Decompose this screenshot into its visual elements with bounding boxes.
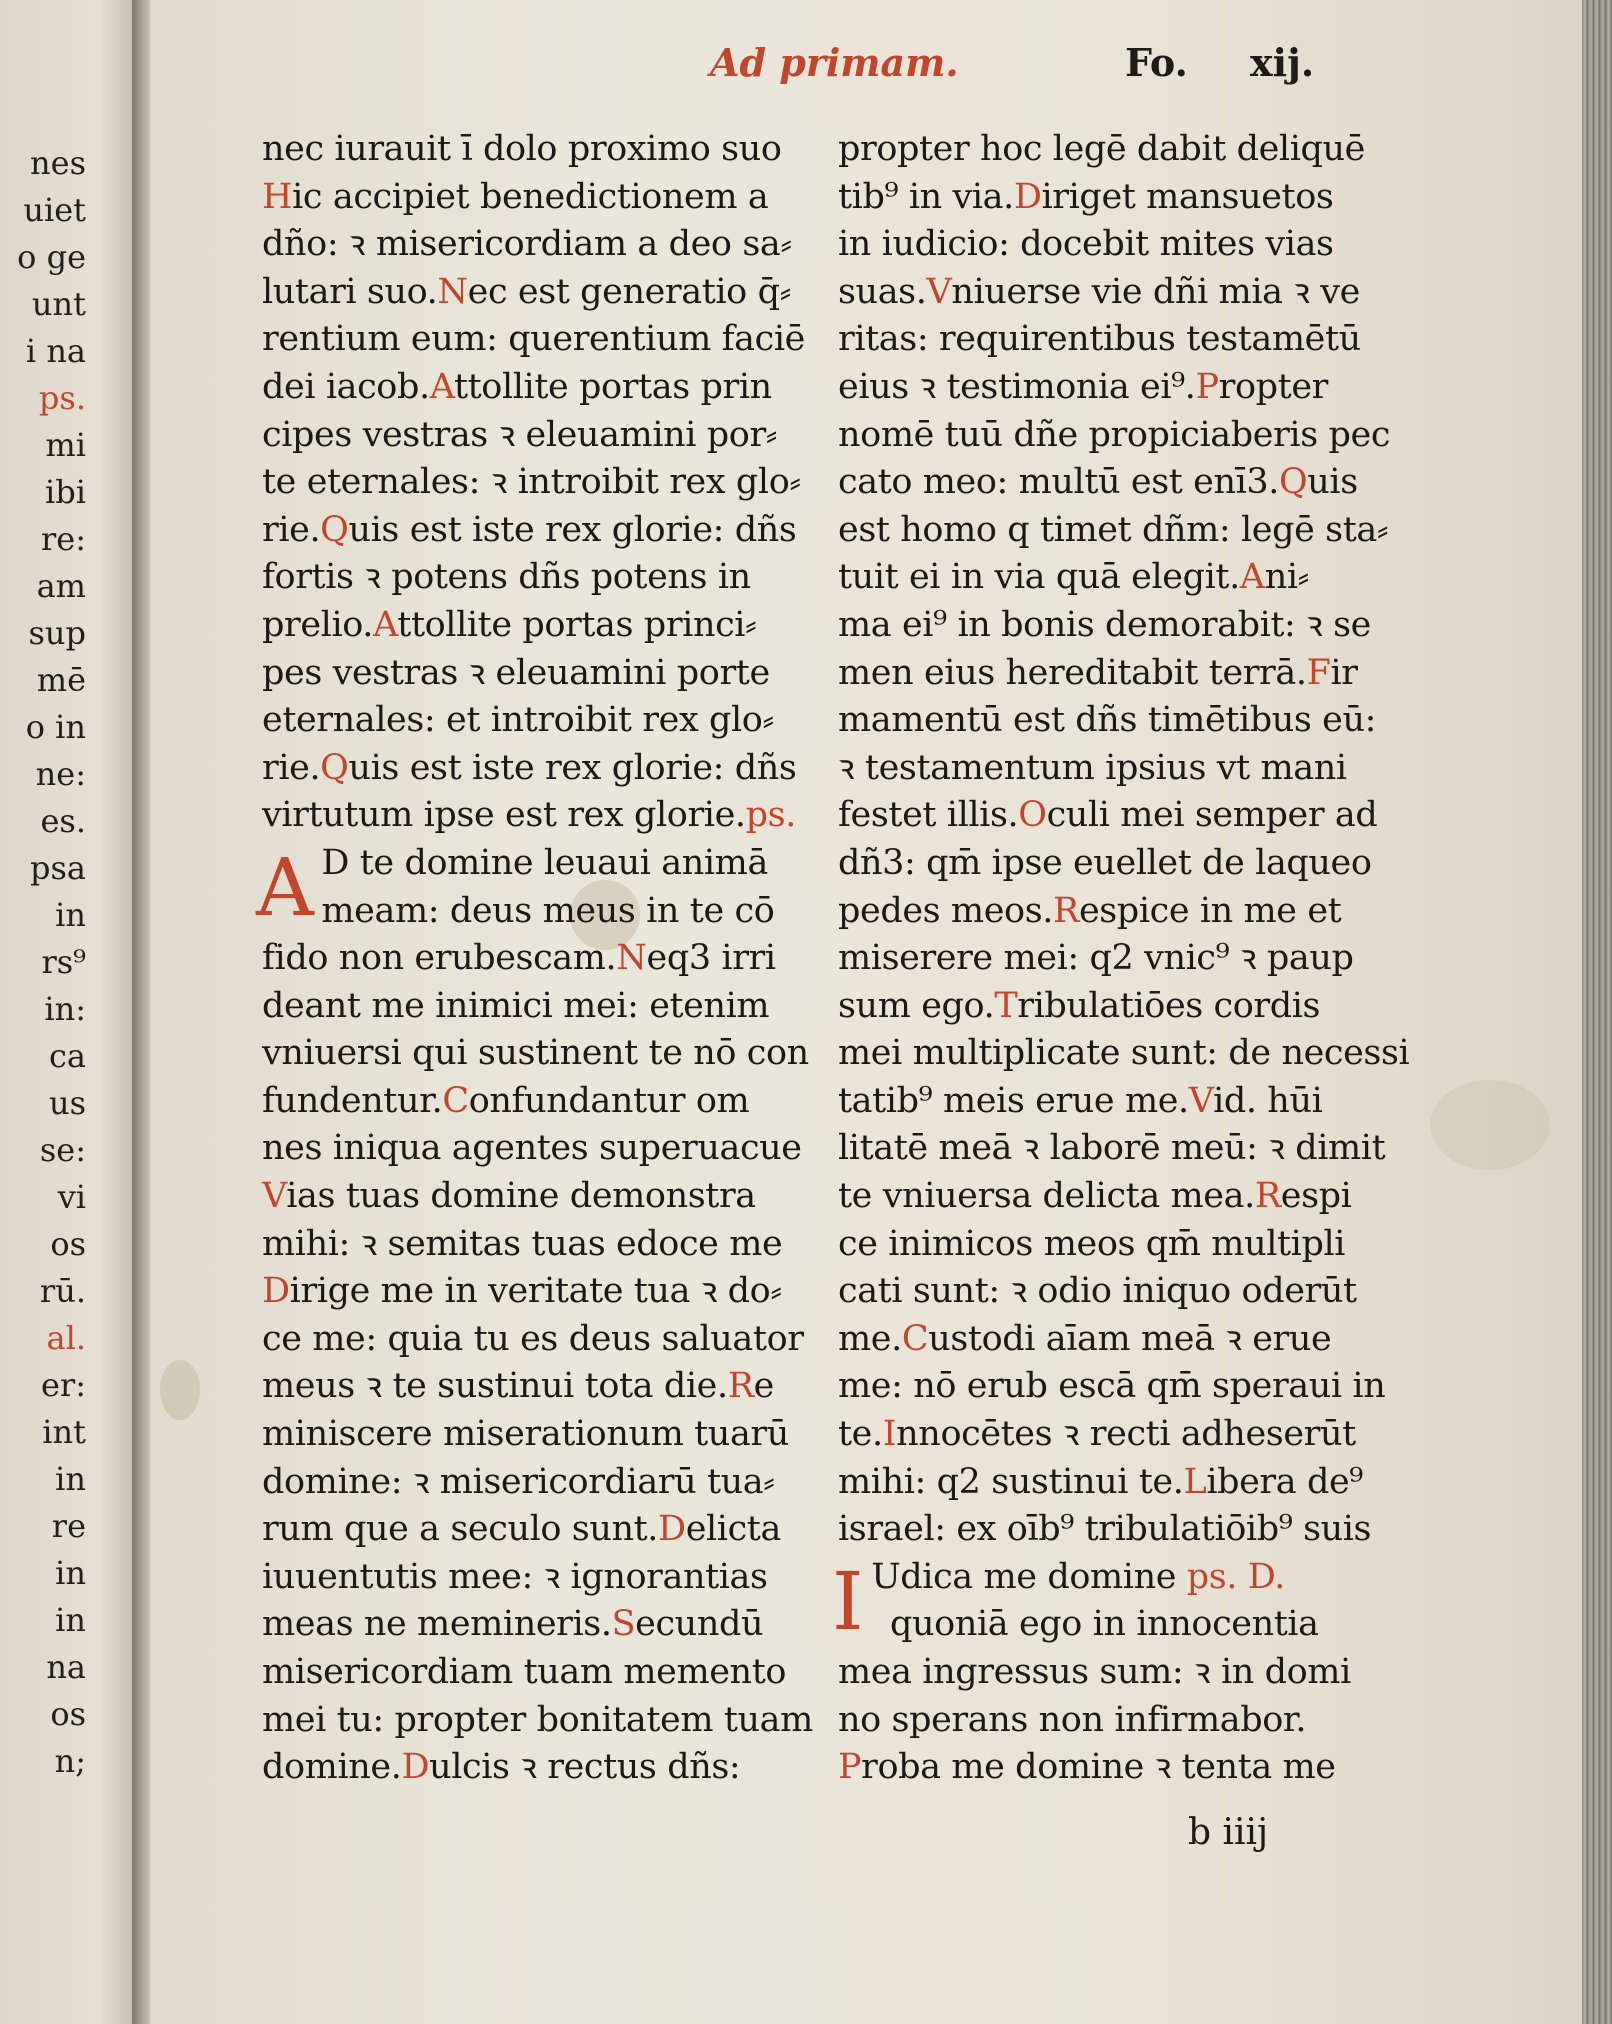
- facing-page-line: ibi: [45, 473, 86, 511]
- facing-page-line: i na: [25, 332, 86, 370]
- facing-page-line: am: [36, 567, 86, 605]
- text-line: [262, 1744, 822, 1792]
- line-text: culi mei semper ad: [1046, 795, 1378, 836]
- line-text: suas.: [838, 271, 927, 312]
- rubricated-initial: R: [1052, 890, 1079, 931]
- text-line: [262, 1221, 822, 1269]
- facing-page-line: o in: [25, 708, 86, 746]
- line-text: ꝛ testamentum ipsius vt mani: [838, 747, 1347, 788]
- text-line: [838, 935, 1448, 983]
- line-text: prelio.: [262, 604, 374, 645]
- facing-page-line: n;: [54, 1742, 86, 1780]
- facing-page-line: rs⁹: [41, 943, 86, 981]
- text-line: [838, 888, 1448, 936]
- line-text: mei multiplicate sunt: de necessi: [838, 1033, 1410, 1074]
- facing-page-line: mē: [36, 661, 86, 699]
- text-line: [838, 983, 1448, 1031]
- line-text: misericordiam tuam memento: [262, 1652, 787, 1692]
- line-text: te vniuersa delicta mea.: [838, 1176, 1255, 1217]
- line-text: in iudicio: docebit mites vias: [838, 224, 1334, 265]
- line-text: tatib⁹ meis erue me.: [838, 1080, 1189, 1121]
- text-line: [262, 1363, 822, 1411]
- facing-page-line: uiet: [23, 191, 86, 229]
- text-line: [838, 1459, 1448, 1507]
- facing-page-line: re: [51, 1507, 86, 1545]
- line-text: miniscere miserationum tuarū: [262, 1414, 789, 1455]
- line-text: nec iurauit ī dolo proximo suo: [262, 129, 782, 169]
- page-edges: [1582, 0, 1612, 2024]
- line-text: eq3 irri: [646, 938, 776, 979]
- line-text: onfundantur om: [468, 1080, 750, 1121]
- line-text: rie.: [262, 509, 321, 550]
- line-text: rie.: [262, 747, 321, 788]
- line-text: Udica me domine: [871, 1556, 1177, 1597]
- line-text: te eternales: ꝛ introibit rex glo⸗: [262, 462, 801, 503]
- facing-page-line: ca: [49, 1037, 86, 1075]
- line-text: dño: ꝛ misericordiam a deo sa⸗: [262, 224, 792, 265]
- line-text: est homo q timet dñm: legē sta⸗: [838, 509, 1389, 550]
- rubricated-initial: P: [1195, 366, 1219, 407]
- line-text: roba me domine ꝛ tenta me: [861, 1747, 1336, 1788]
- text-line: [838, 602, 1448, 650]
- facing-page-line: er:: [40, 1366, 86, 1404]
- rubricated-initial: D: [262, 1271, 290, 1312]
- line-text: irige me in veritate tua ꝛ do⸗: [289, 1271, 782, 1312]
- rubricated-initial: Q: [1278, 462, 1308, 503]
- text-line: [838, 1268, 1448, 1316]
- rubricated-initial: D: [1013, 176, 1042, 217]
- facing-page-line: ps.: [38, 379, 86, 417]
- line-text: rum que a seculo sunt.: [262, 1509, 659, 1550]
- line-text: ce inimicos meos qm̄ multipli: [838, 1223, 1346, 1264]
- line-text: litatē meā ꝛ laborē meū: ꝛ dimit: [838, 1128, 1386, 1169]
- signature-mark: b iiij: [1188, 1812, 1269, 1853]
- text-line: [262, 1125, 822, 1173]
- text-line: [838, 554, 1448, 602]
- rubricated-initial: H: [262, 176, 293, 217]
- line-text: mei tu: propter bonitatem tuam: [262, 1699, 813, 1740]
- line-text: iuuentutis mee: ꝛ ignorantias: [262, 1556, 768, 1597]
- text-line: [838, 1221, 1448, 1269]
- line-text: miserere mei: q2 vnic⁹ ꝛ paup: [838, 938, 1354, 979]
- line-text: nes iniqua agentes superuacue: [262, 1128, 802, 1169]
- text-line: [838, 1078, 1448, 1126]
- facing-page-line: int: [42, 1413, 86, 1451]
- text-column-left: [256, 126, 822, 1792]
- line-text: sum ego.: [838, 985, 995, 1026]
- line-text: meus ꝛ te sustinui tota die.: [262, 1366, 728, 1407]
- rubricated-initial: S: [611, 1604, 636, 1645]
- facing-page-line: in: [55, 1460, 86, 1498]
- line-text: lutari suo.: [262, 271, 438, 312]
- text-line: [262, 602, 822, 650]
- text-line: [262, 935, 822, 983]
- text-line: [262, 316, 822, 364]
- line-text: fortis ꝛ potens dñs potens in: [262, 557, 751, 598]
- facing-page-line: in: [55, 1554, 86, 1592]
- line-text: nomē tuū dñe propiciaberis pec: [838, 414, 1391, 455]
- rubricated-initial: R: [727, 1366, 754, 1407]
- text-line: [838, 126, 1448, 174]
- rubricated-initial: Q: [320, 747, 349, 788]
- line-text: propter hoc legē dabit deliquē: [838, 129, 1365, 169]
- text-line: [262, 269, 822, 317]
- facing-page-line: al.: [46, 1319, 86, 1357]
- text-line: [262, 412, 822, 460]
- facing-page-line: unt: [31, 285, 86, 323]
- rubricated-initial: Q: [320, 509, 349, 550]
- text-line: [838, 1316, 1448, 1364]
- facing-page-line: in: [55, 1601, 86, 1639]
- line-text: mihi: q2 sustinui te.: [838, 1461, 1184, 1502]
- text-line: [262, 554, 822, 602]
- folio-label: Fo.: [1125, 40, 1188, 85]
- text-line: [262, 174, 822, 222]
- facing-page-line: re:: [40, 520, 86, 558]
- line-text: no sperans non infirmabor.: [838, 1699, 1307, 1740]
- line-text: me: nō erub escā qm̄ speraui in: [838, 1366, 1386, 1407]
- facing-page-line: na: [46, 1648, 86, 1686]
- rubricated-initial: A: [1239, 557, 1265, 598]
- line-text: dñ3: qm̄ ipse euellet de laqueo: [838, 842, 1372, 883]
- text-line: [838, 1697, 1448, 1745]
- line-text: israel: ex oīb⁹ tribulatiōib⁹ suis: [838, 1509, 1372, 1550]
- text-line: [838, 1744, 1448, 1792]
- facing-page-line: os: [50, 1225, 86, 1263]
- facing-page-line: mi: [45, 426, 86, 464]
- text-line: [838, 1363, 1448, 1411]
- line-text: domine.: [262, 1747, 402, 1788]
- line-text: fido non erubescam.: [262, 938, 617, 979]
- text-line: [262, 1554, 822, 1602]
- text-line: [262, 1078, 822, 1126]
- rubricated-initial: V: [1188, 1080, 1214, 1121]
- line-text: mamentū est dñs timētibus eū:: [838, 700, 1377, 741]
- rubricated-initial: O: [1018, 795, 1047, 836]
- line-text: meas ne memineris.: [262, 1604, 612, 1645]
- text-line: [262, 1459, 822, 1507]
- line-text: virtutum ipse est rex glorie.: [262, 795, 746, 836]
- line-text: cipes vestras ꝛ eleuamini por⸗: [262, 414, 778, 455]
- line-text: meam: deus meus in te cō: [321, 890, 775, 931]
- rubricated-initial: D: [401, 1747, 430, 1788]
- line-text: festet illis.: [838, 795, 1019, 836]
- text-column-right: [832, 126, 1448, 1792]
- rubricated-initial: T: [994, 985, 1018, 1026]
- text-line: [262, 507, 822, 555]
- line-text: te.: [838, 1414, 883, 1455]
- rubricated-initial: V: [926, 271, 952, 312]
- line-text: ritas: requirentibus testamētū: [838, 319, 1361, 360]
- line-text: ec est generatio q̄⸗: [467, 271, 791, 312]
- rubric: ps. D.: [1176, 1556, 1285, 1597]
- line-text: iriget mansuetos: [1041, 176, 1334, 217]
- line-text: pedes meos.: [838, 890, 1053, 931]
- text-line: [838, 840, 1448, 888]
- text-line: [838, 269, 1448, 317]
- text-line: [262, 1506, 822, 1554]
- rubricated-initial: I: [882, 1414, 897, 1455]
- drop-initial: I: [832, 1554, 864, 1648]
- facing-page-line: nes: [30, 144, 86, 182]
- line-text: ecundū: [635, 1604, 764, 1645]
- line-text: ic accipiet benedictionem a: [292, 176, 769, 217]
- text-line: [262, 650, 822, 698]
- text-line: [838, 1125, 1448, 1173]
- text-line: [838, 1649, 1448, 1697]
- line-text: ias tuas domine demonstra: [286, 1176, 756, 1217]
- line-text: ttollite portas prin: [453, 366, 772, 407]
- text-line: [262, 1030, 822, 1078]
- rubricated-initial: D: [658, 1509, 686, 1550]
- line-text: eternales: et introibit rex glo⸗: [262, 700, 774, 741]
- line-text: vniuersi qui sustinent te nō con: [262, 1033, 809, 1074]
- line-text: tuit ei in via quā elegit.: [838, 557, 1240, 598]
- facing-page-line: rū.: [39, 1272, 86, 1310]
- facing-page-line: es.: [40, 802, 86, 840]
- line-text: ir: [1330, 652, 1358, 693]
- line-text: uis: [1307, 462, 1358, 503]
- line-text: espi: [1280, 1176, 1352, 1217]
- line-text: cato meo: multū est enī3.: [838, 462, 1279, 503]
- line-text: uis est iste rex glorie: dñs: [348, 747, 797, 788]
- text-line: [262, 1601, 822, 1649]
- running-title: Ad primam.: [710, 40, 959, 85]
- line-text: elicta: [685, 1509, 781, 1550]
- rubricated-initial: A: [429, 366, 454, 407]
- line-text: pes vestras ꝛ eleuamini porte: [262, 652, 770, 693]
- rubricated-initial: N: [437, 271, 468, 312]
- rubricated-initial: A: [373, 604, 398, 645]
- rubricated-initial: V: [262, 1176, 287, 1217]
- line-text: tib⁹ in via.: [838, 176, 1014, 217]
- line-text: uis est iste rex glorie: dñs: [348, 509, 797, 550]
- rubricated-initial: N: [616, 938, 647, 979]
- line-text: ce me: quia tu es deus saluator: [262, 1318, 804, 1359]
- text-line: [262, 221, 822, 269]
- rubricated-initial: ps.: [745, 795, 796, 836]
- drop-initial: A: [256, 840, 314, 934]
- text-line: [838, 1173, 1448, 1221]
- facing-page-line: sup: [28, 614, 86, 652]
- text-line: [262, 1649, 822, 1697]
- line-text: ibera de⁹: [1206, 1461, 1363, 1502]
- rubricated-initial: C: [442, 1080, 469, 1121]
- running-head: [560, 40, 1320, 100]
- text-line: [838, 412, 1448, 460]
- text-line: [262, 126, 822, 174]
- line-text: ribulatiōes cordis: [1017, 985, 1321, 1026]
- text-line: [838, 1411, 1448, 1459]
- text-line: [262, 1173, 822, 1221]
- facing-page-line: se:: [39, 1131, 86, 1169]
- facing-page-line: vi: [57, 1178, 86, 1216]
- text-line: [838, 507, 1448, 555]
- text-line: [262, 697, 822, 745]
- rubricated-initial: R: [1254, 1176, 1281, 1217]
- line-text: domine: ꝛ misericordiarū tua⸗: [262, 1461, 775, 1502]
- line-text: ulcis ꝛ rectus dñs:: [429, 1747, 741, 1788]
- line-text: e: [753, 1366, 774, 1407]
- line-text: fundentur.: [262, 1080, 443, 1121]
- text-line: [262, 983, 822, 1031]
- facing-page-line: us: [48, 1084, 86, 1122]
- line-text: eius ꝛ testimonia ei⁹.: [838, 366, 1196, 407]
- text-line: [838, 650, 1448, 698]
- line-text: D te domine leuaui animā: [321, 842, 768, 883]
- facing-page-line: psa: [30, 849, 86, 887]
- line-text: ni⸗: [1264, 557, 1309, 598]
- text-line: [838, 174, 1448, 222]
- line-text: men eius hereditabit terrā.: [838, 652, 1307, 693]
- text-line: [838, 697, 1448, 745]
- rubricated-initial: P: [838, 1747, 862, 1788]
- line-text: espice in me et: [1078, 890, 1342, 931]
- line-text: cati sunt: ꝛ odio iniquo oderūt: [838, 1271, 1357, 1312]
- facing-page-text: [0, 140, 86, 1785]
- text-line: [262, 1268, 822, 1316]
- line-text: ttollite portas princi⸗: [397, 604, 757, 645]
- line-text: ma ei⁹ in bonis demorabit: ꝛ se: [838, 604, 1371, 645]
- facing-page: [0, 0, 142, 2024]
- line-text: nnocētes ꝛ recti adheserūt: [896, 1414, 1356, 1455]
- facing-page-line: o ge: [17, 238, 86, 276]
- text-line: [838, 1506, 1448, 1554]
- text-line: [262, 459, 822, 507]
- text-line: [838, 459, 1448, 507]
- line-text: id. hūi: [1213, 1080, 1323, 1121]
- text-line: [838, 792, 1448, 840]
- text-line: [262, 1697, 822, 1745]
- text-line: [262, 1411, 822, 1459]
- line-text: dei iacob.: [262, 366, 430, 407]
- line-text: ropter: [1218, 366, 1328, 407]
- text-line: [262, 1316, 822, 1364]
- line-text: rentium eum: querentium faciē: [262, 319, 805, 360]
- line-text: niuerse vie dñi mia ꝛ ve: [951, 271, 1360, 312]
- text-line: [262, 792, 822, 840]
- text-line: [838, 221, 1448, 269]
- line-text: mihi: ꝛ semitas tuas edoce me: [262, 1223, 783, 1264]
- text-line: [838, 745, 1448, 793]
- folio-number: xij.: [1250, 40, 1315, 85]
- line-text: me.: [838, 1318, 902, 1359]
- line-text: quoniā ego in innocentia: [890, 1604, 1319, 1645]
- rubricated-initial: L: [1183, 1461, 1207, 1502]
- text-line: [838, 1030, 1448, 1078]
- text-line: [262, 888, 822, 936]
- facing-page-line: os: [50, 1695, 86, 1733]
- text-line: [262, 364, 822, 412]
- facing-page-line: ne:: [35, 755, 86, 793]
- line-text: deant me inimici mei: etenim: [262, 985, 770, 1026]
- text-line: [838, 1601, 1448, 1649]
- facing-page-line: in:: [44, 990, 86, 1028]
- line-text: ustodi aīam meā ꝛ erue: [928, 1318, 1332, 1359]
- text-line: [262, 745, 822, 793]
- rubricated-initial: F: [1306, 652, 1331, 693]
- text-line: [838, 316, 1448, 364]
- line-text: mea ingressus sum: ꝛ in domi: [838, 1652, 1351, 1692]
- text-line: [838, 364, 1448, 412]
- facing-page-line: in: [55, 896, 86, 934]
- rubricated-initial: C: [901, 1318, 929, 1359]
